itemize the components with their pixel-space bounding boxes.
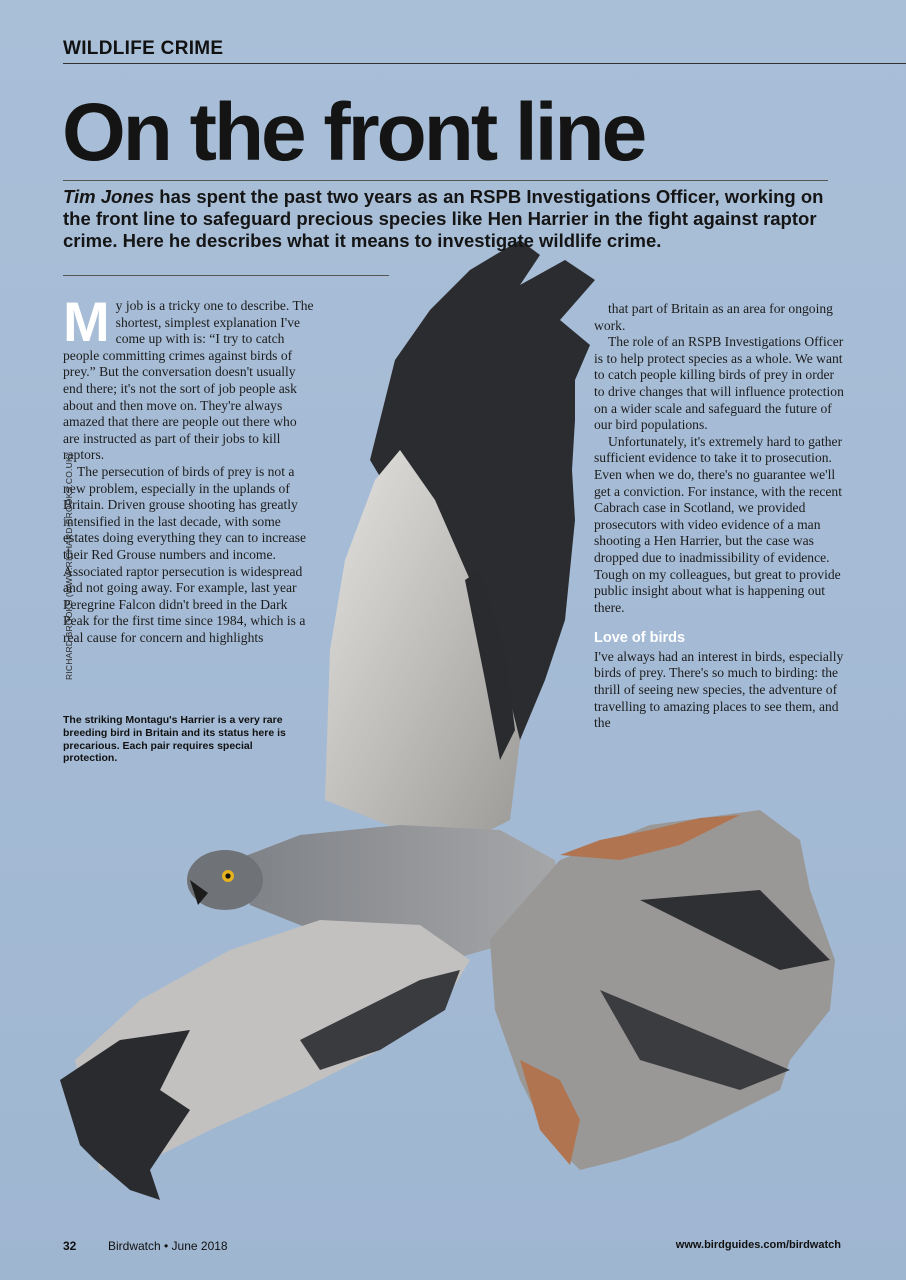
paragraph: Unfortunately, it's extremely hard to gather sufficient evidence to take it to prosecution. Even when we do, there's no guarantee we'll get a conviction. For instance, with the recent Cabrach case in Scotland, we provided prosecutors with video evidence of a man shooting a Hen Harrier, but the case was dropped due to inadmissibility of evidence. Tough on my colleagues, but great to provide public insight about what is happening out there.	[594, 433, 843, 615]
standfirst-rule	[63, 275, 389, 276]
paragraph: that part of Britain as an area for ongoing work.	[594, 301, 833, 333]
website-url: www.birdguides.com/birdwatch	[675, 1239, 841, 1251]
headline-rule	[63, 180, 828, 181]
headline: On the front line	[62, 87, 645, 178]
paragraph: The persecution of birds of prey is not a new problem, especially in the uplands of Britain. Driven grouse shooting has greatly intensified in the last decade, with some estates doing everything they can to increase their Red Grouse numbers and income. Associated raptor persecution is widespread and not going away. For example, last year Peregrine Falcon didn't breed in the Dark Peak for the first time since 1984, which is a real cause for concern and highlights	[63, 463, 307, 645]
section-label: WILDLIFE CRIME	[63, 38, 224, 59]
body-column-right	[594, 301, 844, 732]
page-number: 32	[63, 1239, 77, 1253]
paragraph: The role of an RSPB Investigations Officer is to help protect species as a whole. We want to catch people killing birds of prey in order to drive changes that will influence protection on a wider scale and safeguard the future of our bird populations.	[594, 334, 844, 433]
body-column-left	[63, 290, 315, 646]
author-name: Tim Jones	[63, 186, 155, 207]
paragraph: y job is a tricky one to describe. The shortest, simplest explanation I've come up with is: “I try to catch people committing crimes against birds of prey.” But the conversation doesn't usually end there; it's not the sort of job people ask about and then move on. They're always amazed that there are people out there who are instructed as part of their jobs to kill raptors.	[63, 298, 314, 463]
standfirst	[63, 186, 833, 252]
photo-caption: The striking Montagu's Harrier is a very rare breeding bird in Britain and its status here is precarious. Each pair requires special protection.	[63, 714, 286, 765]
paragraph: I've always had an interest in birds, especially birds of prey. There's so much to birding: the thrill of seeing new species, the adventure of travelling to amazing places to see them, and the	[594, 648, 844, 731]
subheading: Love of birds	[594, 630, 686, 647]
magazine-issue: Birdwatch • June 2018	[108, 1239, 228, 1253]
standfirst-text: has spent the past two years as an RSPB Investigations Officer, working on the front line to safeguard precious species like Hen Harrier in the fight against raptor crime. Here he describes what it means to investigate wildlife crime.	[63, 186, 824, 251]
photo-credit: RICHARD BROOKS (WWW.RICHARD-BROOKS.CO.UK)	[64, 453, 74, 680]
drop-cap: M	[63, 290, 110, 353]
